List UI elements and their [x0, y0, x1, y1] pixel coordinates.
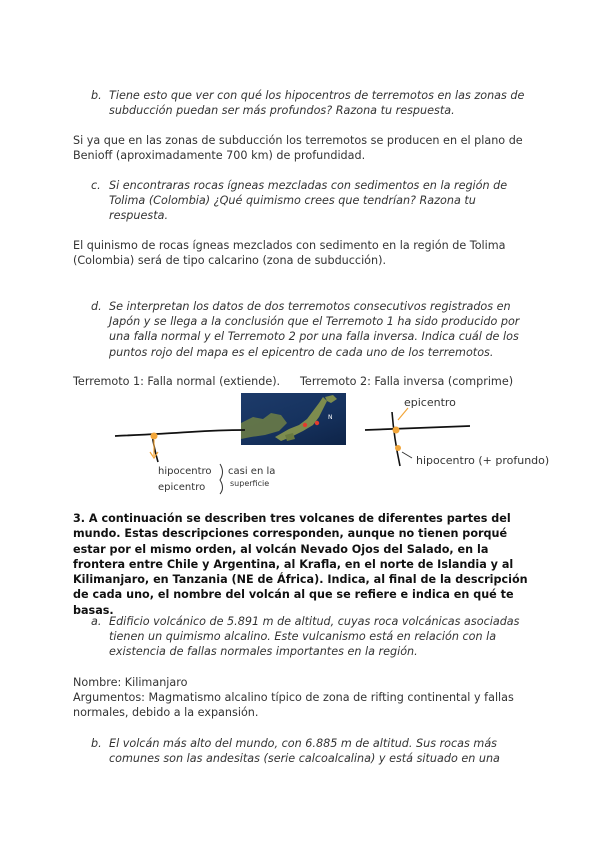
- question-b: [91, 88, 530, 118]
- epicenter-marker-2: [393, 427, 400, 434]
- question-label: b.: [91, 89, 102, 102]
- question-text: El volcán más alto del mundo, con 6.885 m de altitud. Sus rocas más comunes son las andesitas (serie calcoalcalina) y está situado en una: [109, 737, 500, 766]
- question-3a: [91, 614, 530, 660]
- sketch2-epicentro-label: epicentro: [404, 396, 456, 409]
- sketch-hipocentro-label: hipocentro: [158, 466, 212, 477]
- sketch-epicentro-label: epicentro: [158, 482, 206, 493]
- hypocenter-marker-2: [395, 445, 401, 451]
- epicenter-dot-2: [315, 421, 319, 425]
- question-c: [91, 178, 530, 224]
- answer-b: Si ya que en las zonas de subducción los terremotos se producen en el plano de Benioff (aproximadamente 700 km) de profundidad.: [73, 134, 523, 163]
- question-label: d.: [91, 300, 102, 313]
- epicenter-marker: [151, 433, 158, 440]
- answer-3a-argumentos: Argumentos: Magmatismo alcalino típico de zona de rifting continental y fallas normales, debido a la expansión.: [73, 691, 514, 720]
- question-3b: [91, 736, 530, 766]
- caption-terremoto-2: Terremoto 2: Falla inversa (comprime): [300, 375, 514, 388]
- epicenter-dot-1: [303, 423, 307, 427]
- sketch-superficie-label: superficie: [230, 479, 270, 488]
- caption-terremoto-1: Terremoto 1: Falla normal (extiende).: [73, 375, 281, 388]
- question-label: a.: [91, 615, 102, 628]
- question-label: b.: [91, 737, 102, 750]
- sketch-falla-inversa: [360, 392, 570, 478]
- answer-3a-nombre: Nombre: Kilimanjaro: [73, 676, 188, 689]
- question-text: Si encontraras rocas ígneas mezcladas con sedimentos en la región de Tolima (Colombia) ¿Qué quimismo crees que tendrían? Razona tu respuesta.: [109, 179, 508, 223]
- answer-c: El quinismo de rocas ígneas mezclados con sedimento en la región de Tolima (Colombia) será de tipo calcarino (zona de subducción).: [73, 239, 506, 268]
- question-text: Tiene esto que ver con qué los hipocentros de terremotos en las zonas de subducción puedan ser más profundos? Razona tu respuesta.: [109, 89, 525, 118]
- question-label: c.: [91, 179, 101, 192]
- question-text: Se interpretan los datos de dos terremotos consecutivos registrados en Japón y se llega a la conclusión que el Terremoto 1 ha sido producido por una falla normal y el Terremoto 2 por una falla inversa. Indica cuál de los puntos rojo del mapa es el epicentro de cada uno de los terremotos.: [109, 300, 520, 359]
- sketch2-hipocentro-label: hipocentro (+ profundo): [416, 454, 550, 467]
- map-north-label: N: [328, 414, 333, 421]
- question-text: Edificio volcánico de 5.891 m de altitud, cuyas roca volcánicas asociadas tienen un quimismo alcalino. Este vulcanismo está en relación con la existencia de fallas normales importantes en la región.: [109, 615, 520, 659]
- question-3: 3. A continuación se describen tres volcanes de diferentes partes del mundo. Estas descripciones corresponden, aunque no tienen porqué estar por el mismo orden, al volcán Nevado Ojos del Salado, en la frontera entre Chile y Argentina, al Krafla, en el norte de Islandia y al Kilimanjaro, en Tanzania (NE de África). Indica, al final de la descripción de cada uno, el nombre del volcán al que se refiere e indica en qué te basas.: [73, 512, 528, 617]
- question-d: [91, 299, 530, 360]
- sketch-casi-label: casi en la: [228, 466, 276, 477]
- sketch-falla-normal: [110, 410, 300, 500]
